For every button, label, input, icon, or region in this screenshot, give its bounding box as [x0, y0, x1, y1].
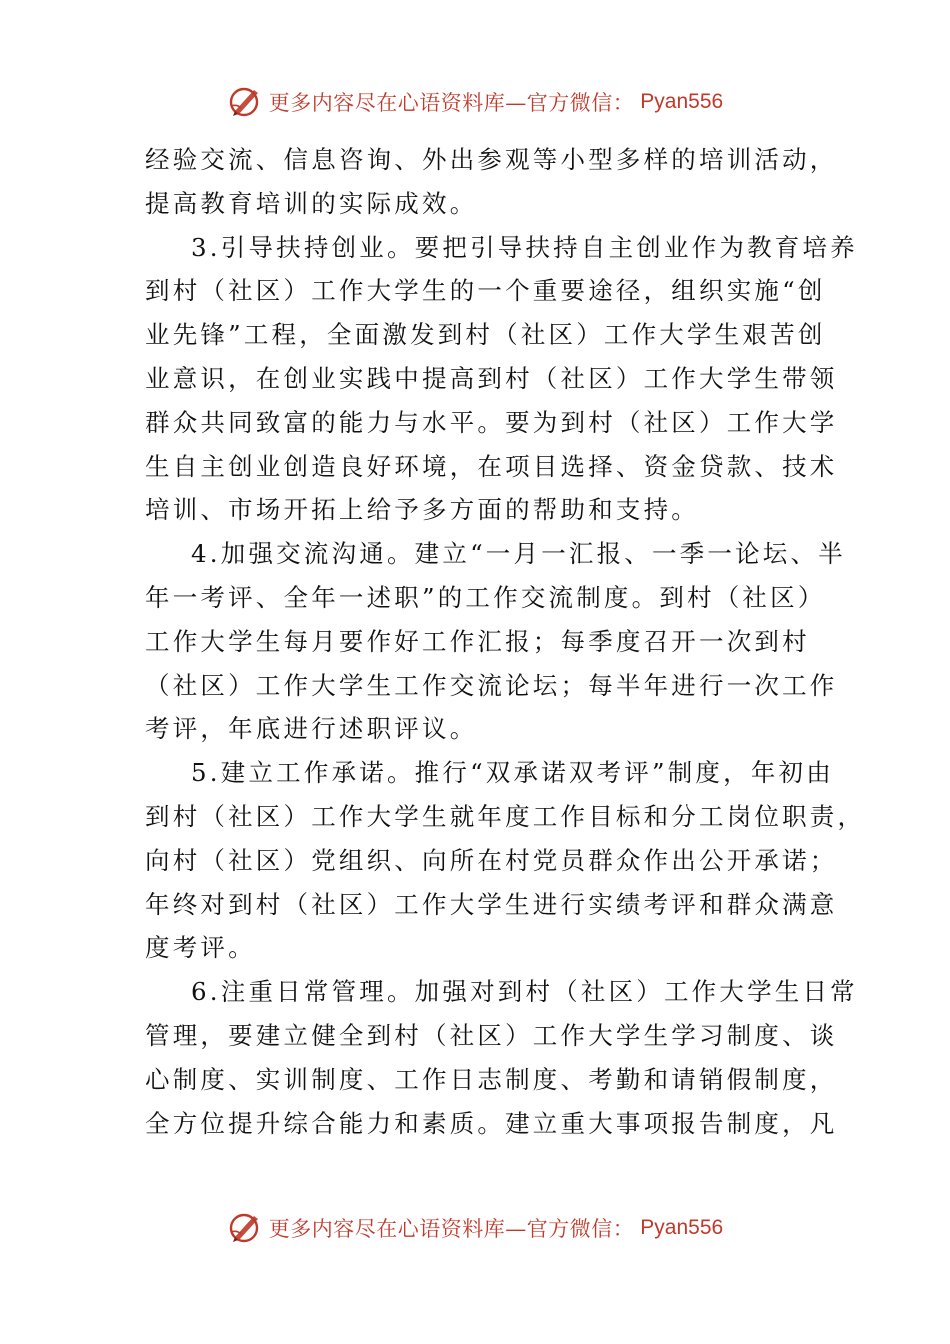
text-line: 到村（社区）工作大学生就年度工作目标和分工岗位职责， [145, 801, 866, 831]
header-banner-text: 更多内容尽在心语资料库—官方微信： [268, 91, 635, 115]
text-line: 5.建立工作承诺。推行“双承诺双考评”制度，年初由 [191, 758, 834, 788]
text-line: 6.注重日常管理。加强对到村（社区）工作大学生日常 [191, 977, 858, 1007]
text-line: 年一考评、全年一述职”的工作交流制度。到村（社区） [145, 582, 826, 612]
text-line: 业先锋”工程，全面激发到村（社区）工作大学生艰苦创 [145, 320, 826, 350]
text-line: 年终对到村（社区）工作大学生进行实绩考评和群众满意 [145, 889, 838, 919]
footer-wechat-id: Pyan556 [640, 1216, 724, 1239]
pen-circle-logo-icon [227, 1210, 263, 1246]
footer-banner [0, 1206, 950, 1250]
footer-banner-text: 更多内容尽在心语资料库—官方微信： [268, 1217, 635, 1241]
text-line: 向村（社区）党组织、向所在村党员群众作出公开承诺； [145, 845, 838, 875]
text-line: 管理，要建立健全到村（社区）工作大学生学习制度、谈 [145, 1020, 838, 1050]
header-wechat-id: Pyan556 [640, 90, 724, 113]
text-line: （社区）工作大学生工作交流论坛；每半年进行一次工作 [145, 670, 838, 700]
text-line: 全方位提升综合能力和素质。建立重大事项报告制度，凡 [145, 1108, 838, 1138]
header-banner [0, 80, 950, 124]
text-line: 工作大学生每月要作好工作汇报；每季度召开一次到村 [145, 626, 810, 656]
text-line: 生自主创业创造良好环境，在项目选择、资金贷款、技术 [145, 451, 838, 481]
text-line: 业意识，在创业实践中提高到村（社区）工作大学生带领 [145, 363, 838, 393]
text-line: 到村（社区）工作大学生的一个重要途径，组织实施“创 [145, 276, 826, 306]
text-line: 培训、市场开拓上给予多方面的帮助和支持。 [145, 495, 699, 525]
pen-circle-logo-icon [227, 84, 263, 120]
text-line: 提高教育培训的实际成效。 [145, 188, 478, 218]
text-line: 经验交流、信息咨询、外出参观等小型多样的培训活动， [145, 145, 838, 174]
text-line: 心制度、实训制度、工作日志制度、考勤和请销假制度， [145, 1064, 838, 1094]
text-line: 4.加强交流沟通。建立“一月一汇报、一季一论坛、半 [191, 539, 846, 569]
text-line: 3.引导扶持创业。要把引导扶持自主创业作为教育培养 [191, 232, 858, 262]
document-body [145, 138, 866, 1145]
text-line: 度考评。 [145, 933, 256, 963]
text-line: 考评，年底进行述职评议。 [145, 714, 478, 744]
text-line: 群众共同致富的能力与水平。要为到村（社区）工作大学 [145, 407, 838, 437]
